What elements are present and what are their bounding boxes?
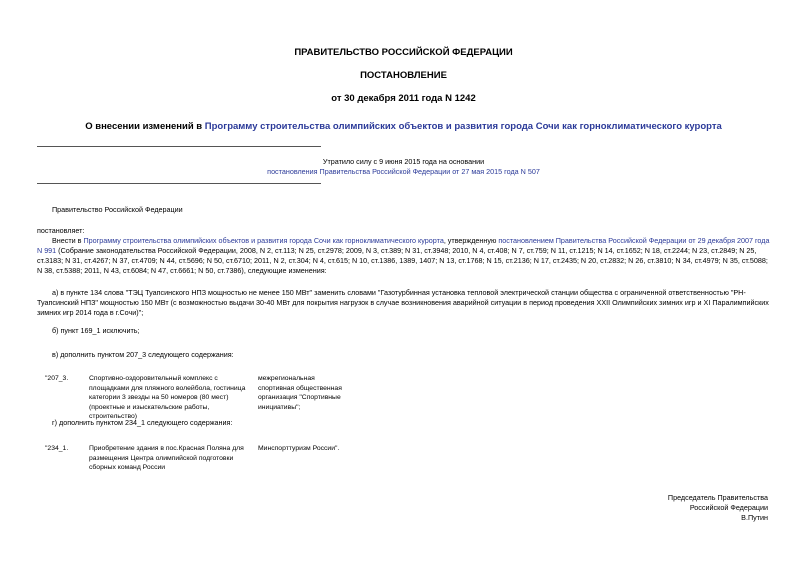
doc-type-heading: ПОСТАНОВЛЕНИЕ <box>360 70 447 81</box>
title-prefix: О внесении изменений в <box>85 121 205 132</box>
p1-text-b: , утвержденную <box>443 236 499 245</box>
repeal-decree-link[interactable]: постановления Правительства Российской Федерации от 27 мая 2015 года N 507 <box>267 167 540 176</box>
paragraph-main <box>37 236 773 276</box>
signature-name: В.Путин <box>741 513 768 522</box>
row2-description: Приобретение здания в пос.Красная Поляна для размещения Центра олимпийской подготовки сборных команд России <box>89 445 244 471</box>
divider-top <box>37 146 321 147</box>
status-line: Утратило силу с 9 июня 2015 года на основании <box>322 157 485 166</box>
decrees-line: постановляет: <box>37 226 85 235</box>
item-g: г) дополнить пунктом 234_1 следующего содержания: <box>52 418 233 427</box>
row2-organization: Минспорттуризм России". <box>258 445 340 452</box>
item-a: а) в пункте 134 слова "ТЭЦ Туапсинского НПЗ мощностью не менее 150 МВт" заменить словами "Газотурбинная установка тепловой электрической станции общества с ограниченной ответственностью "РН-Туапсинский НПЗ" мощностью 150 МВт (с возможностью выдачи 30-40 МВт для покрытия нагрузок в случае возникновения аварийной ситуации в период проведения XXII Олимпийских зимних игр и XI Паралимпийских зимних игр 2014 года в г.Сочи)"; <box>37 288 769 317</box>
status-link-line <box>0 167 807 177</box>
signature-country: Российской Федерации <box>689 503 768 512</box>
row2-number: "234_1. <box>45 445 69 452</box>
p1-text-a: Внести в <box>52 236 84 245</box>
item-b: б) пункт 169_1 исключить; <box>52 326 140 335</box>
date-number: от 30 декабря 2011 года N 1242 <box>331 93 476 104</box>
org-heading: ПРАВИТЕЛЬСТВО РОССИЙСКОЙ ФЕДЕРАЦИИ <box>294 47 513 58</box>
signature-position: Председатель Правительства <box>667 493 768 502</box>
p1-text-c: (Собрание законодательства Российской Федерации, 2008, N 2, ст.113; N 25, ст.2978; 2009, N 3, ст.389; N 31, ст.3948; 2010, N 4, ст.408; N 7, ст.759; N 11, ст.1215; N 14, ст.1652; N 18, ст.2244; N 23, ст.2849; N 25, ст.3183; N 31, ст.4267; N 37, ст.4709; N 44, ст.5696; N 50, ст.6710; 2011, N 2, ст.304; N 4, ст.615; N 10, ст.1386, 1389, 1407; N 13, ст.1768; N 15, ст.2136; N 17, ст.2435; N 20, ст.2832; N 26, ст.3810; N 34, ст.4979; N 35, ст.5088; N 38, ст.5388; 2011, N 43, ст.6084; N 47, ст.6661; N 50, ст.7386), следующие изменения: <box>37 246 768 275</box>
row1-organization: межрегиональная спортивная общественная организация "Спортивные инициативы"; <box>258 375 342 411</box>
row1-description: Спортивно-оздоровительный комплекс с площадками для пляжного волейбола, гостиница категории 3 звезды на 50 номеров (80 мест) (проектные и изыскательские работы, строительство) <box>89 375 246 420</box>
title-program-link[interactable]: Программу строительства олимпийских объектов и развития города Сочи как горноклиматического курорта <box>204 121 722 132</box>
divider-bottom <box>37 183 321 184</box>
row1-number: "207_3. <box>45 375 69 382</box>
gov-line: Правительство Российской Федерации <box>52 205 183 214</box>
decree-991-link[interactable]: постановлением Правительства Российской Федерации от 29 декабря 2007 года N 991 <box>37 236 770 255</box>
item-v: в) дополнить пунктом 207_3 следующего содержания: <box>52 350 234 359</box>
program-link[interactable]: Программу строительства олимпийских объектов и развития города Сочи как горноклиматического курорта <box>83 236 444 245</box>
document-title <box>0 121 807 132</box>
